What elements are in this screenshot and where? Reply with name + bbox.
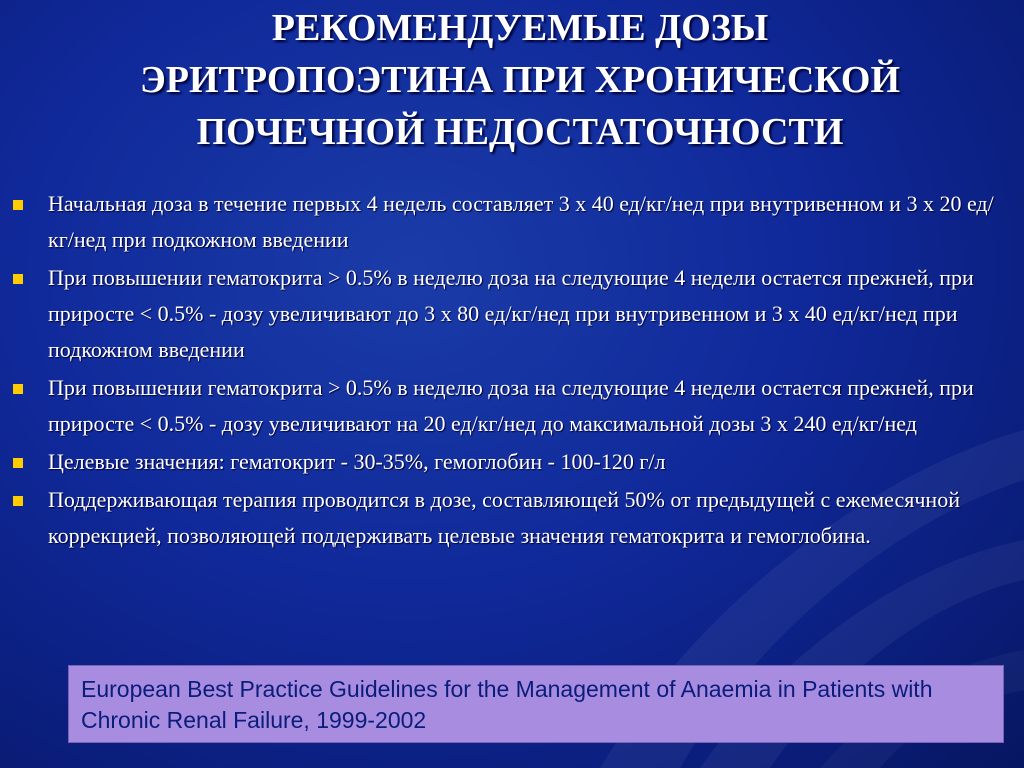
slide-title-line: ЭРИТРОПОЭТИНА ПРИ ХРОНИЧЕСКОЙ [139,59,901,101]
reference-text: European Best Practice Guidelines for the Management of Anaemia in Patients with Chronic Renal Failure, 1999-2002 [81,676,933,733]
slide-title-line: РЕКОМЕНДУЕМЫЕ ДОЗЫ [271,7,769,49]
bullet-text: При повышении гематокрита > 0.5% в неделю доза на следующие 4 недели остается прежней, при приросте < 0.5% - дозу увеличивают до 3 х 80 ед/кг/нед при внутривенном и 3 х 40 ед/кг/нед при подкожном введении [48,265,974,362]
square-bullet-icon [13,200,23,210]
square-bullet-icon [13,496,23,506]
bullet-item [0,444,1024,480]
square-bullet-icon [13,274,23,284]
square-bullet-icon [13,384,23,394]
reference-box [68,665,1004,743]
bullet-item [0,482,1024,554]
bullet-item [0,370,1024,442]
bullet-list [0,186,1024,556]
bullet-text: Целевые значения: гематокрит - 30-35%, гемоглобин - 100-120 г/л [48,449,666,474]
square-bullet-icon [13,458,23,468]
bullet-item [0,186,1024,258]
bullet-item [0,260,1024,368]
bullet-text: При повышении гематокрита > 0.5% в неделю доза на следующие 4 недели остается прежней, при приросте < 0.5% - дозу увеличивают на 20 ед/кг/нед до максимальной дозы 3 х 240 ед/кг/нед [48,375,974,436]
slide-title-line: ПОЧЕЧНОЙ НЕДОСТАТОЧНОСТИ [196,111,844,153]
bullet-text: Начальная доза в течение первых 4 недель составляет 3 х 40 ед/кг/нед при внутривенном и 3 х 20 ед/кг/нед при подкожном введении [48,191,994,252]
slide-title [20,2,1020,158]
bullet-text: Поддерживающая терапия проводится в дозе, составляющей 50% от предыдущей с ежемесячной коррекцией, позволяющей поддерживать целевые значения гематокрита и гемоглобина. [48,487,960,548]
